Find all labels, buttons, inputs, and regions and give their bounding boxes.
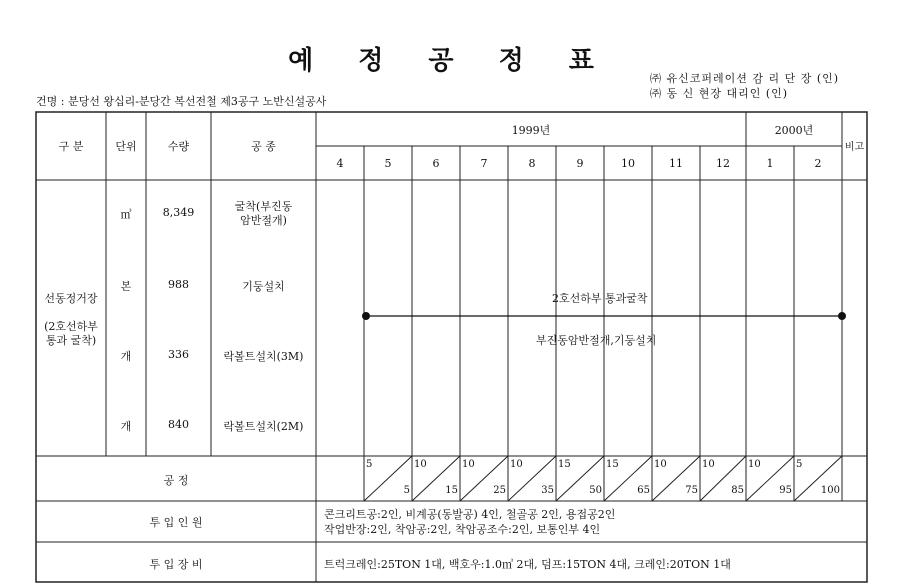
manpower-line-1: 콘크리트공:2인, 비계공(동발공) 4인, 철골공 2인, 용접공2인 [324,508,616,521]
signature-supervisor: ㈜ 유신코퍼레이션 감 리 단 장 (인) [650,72,840,85]
manpower-label: 투 입 인 원 [149,516,203,529]
month-header-7: 11 [669,157,683,170]
month-header-0: 4 [336,157,344,170]
progress-cumulative-9: 100 [820,485,840,496]
row-1-unit: ㎥ [120,208,132,221]
category-name: 선동정거장 [44,292,98,305]
row-3-work: 락볼트설치(3M) [223,350,304,363]
project-subject: 건명 : 분당선 왕십리-분당간 복선전철 제3공구 노반신설공사 [36,95,327,108]
month-header-4: 8 [528,157,536,170]
month-header-5: 9 [576,157,584,170]
row-1-work: 굴착(부진동 암반절개) [234,200,293,227]
month-header-1: 5 [384,157,392,170]
row-3-quantity: 336 [168,348,189,361]
progress-cumulative-3: 35 [541,485,554,496]
category-subtitle: (2호선하부 통과 굴착) [44,320,98,347]
progress-monthly-1: 10 [414,459,427,470]
equipment-label: 투 입 장 비 [149,558,203,571]
month-header-2: 6 [432,157,440,170]
progress-cumulative-0: 5 [403,485,410,496]
row-2-work: 기둥설치 [242,280,285,293]
header-year-1999: 1999년 [511,124,551,137]
equipment-text: 트럭크레인:25TON 1대, 백호우:1.0㎥ 2대, 덤프:15TON 4대, 크레인:20TON 1대 [324,558,731,571]
progress-monthly-9: 5 [796,459,803,470]
header-work-type: 공 종 [251,140,276,153]
progress-cumulative-2: 25 [493,485,506,496]
header-remarks: 비고 [844,142,865,153]
month-header-8: 12 [716,157,730,170]
progress-label: 공 정 [163,474,189,487]
progress-monthly-5: 15 [606,459,619,470]
gantt-end-marker [838,312,846,320]
row-1-quantity: 8,349 [162,206,195,219]
header-unit: 단위 [115,140,137,153]
progress-monthly-2: 10 [462,459,475,470]
progress-cumulative-4: 50 [589,485,602,496]
month-header-3: 7 [480,157,488,170]
month-header-6: 10 [621,157,635,170]
month-header-9: 1 [766,157,774,170]
page-title: 예 정 공 정 표 [288,46,612,76]
progress-monthly-0: 5 [366,459,373,470]
row-4-quantity: 840 [168,418,189,431]
progress-cumulative-6: 75 [685,485,698,496]
row-3-unit: 개 [120,350,132,363]
header-quantity: 수량 [167,140,190,153]
month-header-10: 2 [814,157,822,170]
row-2-unit: 본 [120,280,132,293]
signature-contractor: ㈜ 동 신 현장 대리인 (인) [650,87,789,100]
header-year-2000: 2000년 [774,124,814,137]
progress-cumulative-5: 65 [637,485,650,496]
progress-cumulative-7: 85 [731,485,744,496]
manpower-line-2: 작업반장:2인, 착암공:2인, 착암공조수:2인, 보통인부 4인 [324,523,601,536]
progress-monthly-3: 10 [510,459,523,470]
progress-monthly-7: 10 [702,459,715,470]
row-4-work: 락볼트설치(2M) [223,420,304,433]
header-category: 구 분 [58,140,84,153]
gantt-start-marker [362,312,370,320]
progress-cumulative-1: 15 [445,485,458,496]
progress-monthly-8: 10 [748,459,761,470]
bar-label-top: 2호선하부 통과굴착 [552,292,648,305]
row-4-unit: 개 [120,420,132,433]
progress-monthly-6: 10 [654,459,667,470]
row-2-quantity: 988 [168,278,189,291]
progress-monthly-4: 15 [558,459,571,470]
bar-label-bottom: 부진동암반절개,기둥설치 [536,334,657,347]
progress-cumulative-8: 95 [779,485,792,496]
